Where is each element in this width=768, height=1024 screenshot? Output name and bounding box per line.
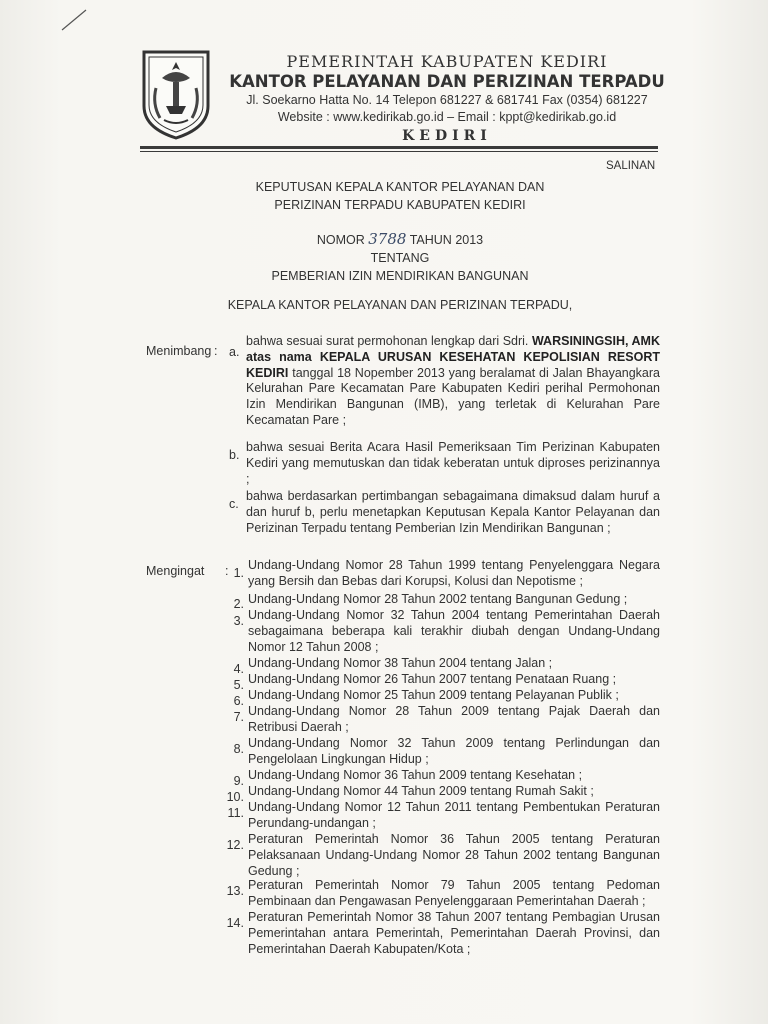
mengingat-num-11: 11.	[227, 806, 244, 820]
menimbang-item-c: bahwa berdasarkan pertimbangan sebagaimana dimaksud dalam huruf a dan huruf b, perlu menetapkan Keputusan Kepala Kantor Pelayanan dan Perizinan Terpadu tentang Pemberian Izin Mendirikan Bangunan ;	[246, 489, 660, 535]
letterhead-thin-rule	[140, 151, 658, 152]
office-address: Jl. Soekarno Hatta No. 14 Telepon 681227 & 681741 Fax (0354) 681227	[246, 93, 648, 107]
mengingat-num-14: 14.	[226, 916, 244, 930]
tahun-label: TAHUN	[409, 233, 452, 247]
mengingat-item-7: Undang-Undang Nomor 28 Tahun 2009 tentang Pajak Daerah dan Retribusi Daerah ;	[248, 704, 660, 734]
mengingat-num-2: 2.	[233, 597, 244, 611]
menimbang-item-a-bold: WARSININGSIH, AMK atas nama KEPALA URUSAN KESEHATAN KEPOLISIAN RESORT KEDIRI	[246, 334, 660, 380]
tentang-label: TENTANG	[370, 251, 430, 265]
menimbang-item-a-pre: bahwa sesuai surat permohonan lengkap dari Sdri.	[246, 334, 532, 348]
letterhead-thick-rule	[140, 146, 658, 149]
mengingat-item-5: Undang-Undang Nomor 26 Tahun 2007 tentang Penataan Ruang ;	[248, 672, 617, 686]
menimbang-colon: :	[214, 344, 218, 358]
menimbang-letter-c: c.	[229, 497, 239, 511]
menimbang-item-a-post: tanggal 18 Nopember 2013 yang beralamat di Jalan Bhayangkara Kelurahan Pare Kecamatan Pare Kabupaten Kediri perihal Permohonan Izin Mendirikan Bangunan (IMB), yang terletak di Kelurahan Pare Kecamatan Pare ;	[246, 365, 660, 427]
office-name: KANTOR PELAYANAN DAN PERIZINAN TERPADU	[229, 72, 665, 91]
nomor-label: NOMOR	[316, 233, 365, 247]
government-name: PEMERINTAH KABUPATEN KEDIRI	[286, 52, 608, 71]
office-website-email: Website : www.kedirikab.go.id – Email : kppt@kedirikab.go.id	[277, 110, 617, 124]
decree-title	[180, 178, 620, 214]
tahun-value: 2013	[455, 233, 484, 247]
mengingat-num-7: 7.	[233, 710, 244, 724]
decree-title-line1: KEPUTUSAN KEPALA KANTOR PELAYANAN DAN	[255, 180, 545, 194]
mengingat-item-3: Undang-Undang Nomor 32 Tahun 2004 tentang Pemerintahan Daerah sebagaimana beberapa kali terakhir diubah dengan Undang-Undang Nomor 12 Tahun 2008 ;	[248, 608, 660, 654]
mengingat-num-10: 10.	[226, 790, 244, 804]
copy-mark: SALINAN	[606, 160, 656, 172]
mengingat-item-2: Undang-Undang Nomor 28 Tahun 2002 tentang Bangunan Gedung ;	[248, 592, 628, 606]
mengingat-num-13: 13.	[226, 884, 244, 898]
mengingat-item-14: Peraturan Pemerintah Nomor 38 Tahun 2007 tentang Pembagian Urusan Pemerintahan antara Pemerintah, Pemerintahan Daerah Provinsi, dan Pemerintahan Daerah Kabupaten/Kota ;	[248, 910, 660, 956]
mengingat-item-11: Undang-Undang Nomor 12 Tahun 2011 tentang Pembentukan Peraturan Perundang-undangan ;	[248, 800, 660, 830]
mengingat-item-10: Undang-Undang Nomor 44 Tahun 2009 tentang Rumah Sakit ;	[248, 784, 594, 798]
mengingat-colon: :	[225, 564, 229, 578]
menimbang-item-b: bahwa sesuai Berita Acara Hasil Pemeriksaan Tim Perizinan Kabupaten Kediri yang memutuskan dan tidak keberatan untuk diproses perizinannya ;	[246, 440, 660, 486]
mengingat-item-1: Undang-Undang Nomor 28 Tahun 1999 tentang Penyelenggara Negara yang Bersih dan Bebas dari Korupsi, Kolusi dan Nepotisme ;	[248, 558, 660, 588]
mengingat-num-12: 12.	[226, 838, 244, 852]
mengingat-num-1: 1.	[233, 566, 244, 580]
decree-number-line	[180, 230, 620, 249]
mengingat-item-8: Undang-Undang Nomor 32 Tahun 2009 tentang Perlindungan dan Pengelolaan Lingkungan Hidup ;	[248, 736, 660, 766]
decree-issuer: KEPALA KANTOR PELAYANAN DAN PERIZINAN TERPADU,	[227, 298, 573, 312]
mengingat-item-12: Peraturan Pemerintah Nomor 36 Tahun 2005 tentang Peraturan Pelaksanaan Undang-Undang Nomor 28 Tahun 2002 tentang Bangunan Gedung ;	[248, 832, 660, 878]
mengingat-item-9: Undang-Undang Nomor 36 Tahun 2009 tentang Kesehatan ;	[248, 768, 583, 782]
menimbang-letter-a: a.	[229, 345, 240, 359]
mengingat-item-13: Peraturan Pemerintah Nomor 79 Tahun 2005 tentang Pedoman Pembinaan dan Pengawasan Penyelenggaraan Pemerintahan Daerah ;	[248, 878, 660, 908]
mengingat-num-5: 5.	[233, 678, 244, 692]
office-city: KEDIRI	[402, 128, 492, 144]
menimbang-label: Menimbang	[146, 344, 212, 358]
mengingat-label: Mengingat	[146, 564, 205, 578]
decree-title-line2: PERIZINAN TERPADU KABUPATEN KEDIRI	[274, 198, 526, 212]
kediri-coat-of-arms-logo	[140, 48, 212, 140]
menimbang-letter-b: b.	[229, 448, 240, 462]
menimbang-item-a	[246, 334, 660, 429]
mengingat-num-4: 4.	[233, 662, 244, 676]
mengingat-num-9: 9.	[233, 774, 244, 788]
mengingat-item-4: Undang-Undang Nomor 38 Tahun 2004 tentang Jalan ;	[248, 656, 553, 670]
decree-subject: PEMBERIAN IZIN MENDIRIKAN BANGUNAN	[271, 269, 529, 283]
nomor-handwritten-value: 3788	[368, 230, 407, 248]
mengingat-item-6: Undang-Undang Nomor 25 Tahun 2009 tentang Pelayanan Publik ;	[248, 688, 619, 702]
mengingat-num-3: 3.	[233, 614, 244, 628]
pen-stroke-mark	[60, 8, 88, 32]
mengingat-num-8: 8.	[233, 742, 244, 756]
letterhead	[222, 52, 672, 146]
decree-number-block	[180, 230, 620, 285]
mengingat-num-6: 6.	[233, 694, 244, 708]
